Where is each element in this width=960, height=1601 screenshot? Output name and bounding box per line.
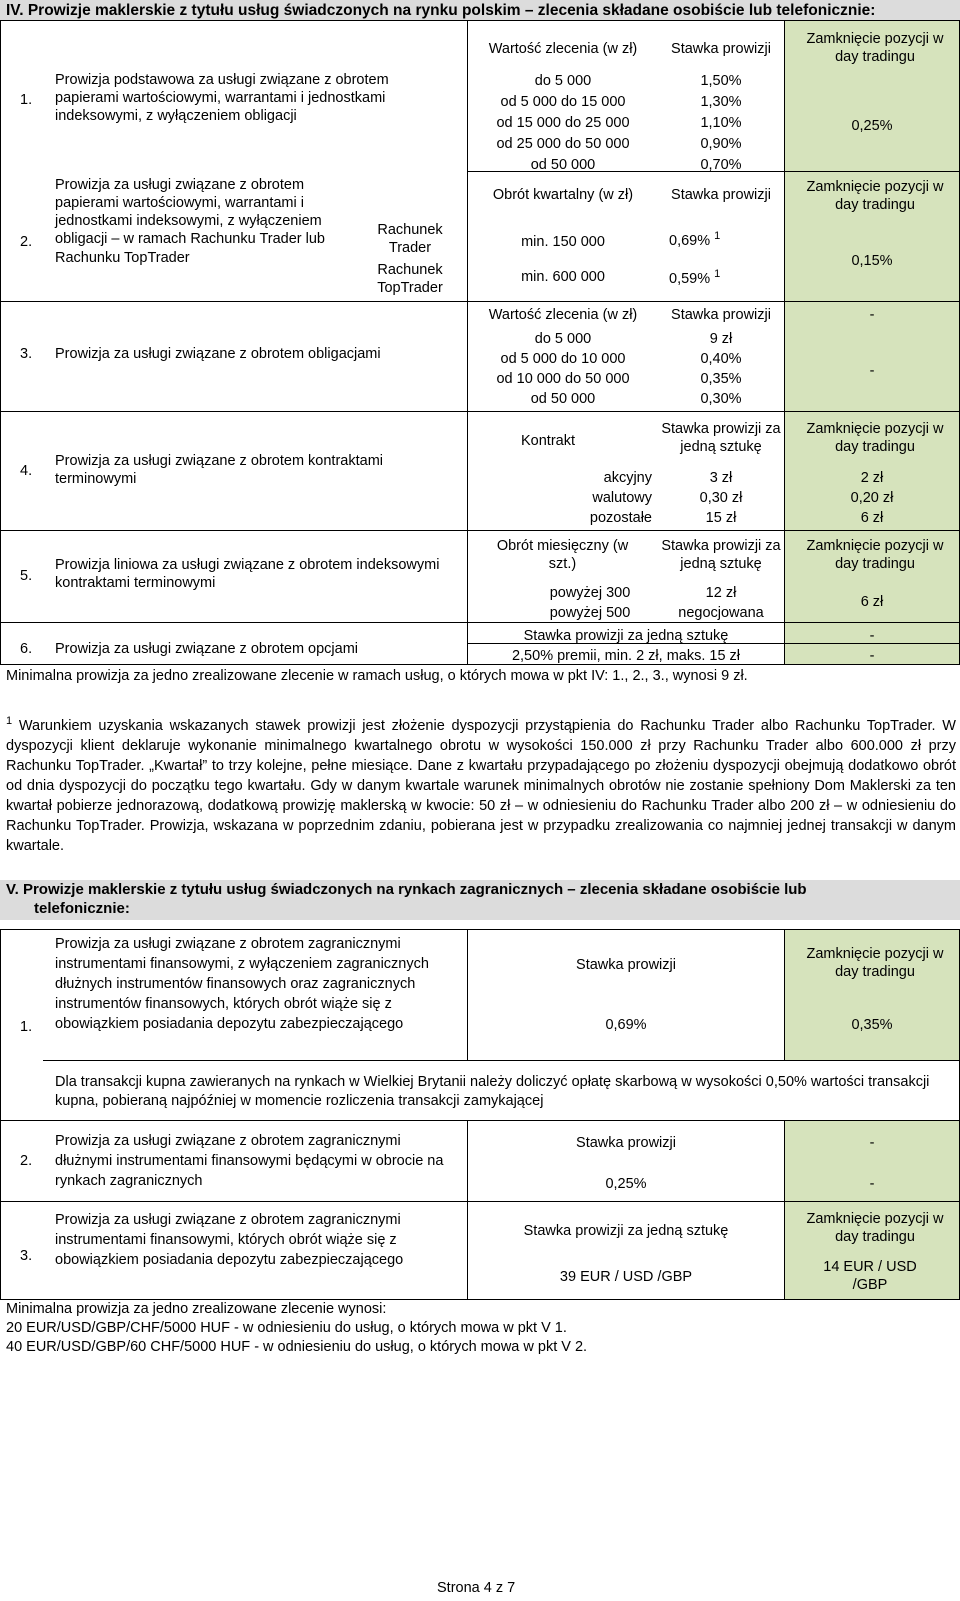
header-rate: Stawka prowizji [671,307,771,323]
header-order-value: Wartość zlecenia (w zł) [488,41,638,57]
turnover-cell: min. 150 000 [521,234,605,250]
row-number: 3. [20,1248,33,1264]
rate-cell: 1,50% [700,73,742,89]
rate-cell: 1,30% [700,94,742,110]
line [0,1201,960,1202]
line [0,530,960,531]
row-description: Prowizja liniowa za usługi związane z obrotem indeksowymi kontraktami terminowymi [55,557,440,592]
footnote-text: Warunkiem uzyskania wskazanych stawek prowizji jest złożenie dyspozycji przystąpienia do Rachunku Trader albo Rachunku TopTrader. W dyspozycji klient deklaruje wykonanie minimalnego kwartalnego obrotu w wysokości 150.000 zł przy Rachunku Trader albo 600.000 zł przy Rachunku TopTrader. „Kwartał” to trzy kolejne, pełne miesiące. Dane z kwartału przypadającego po złożeniu dyspozycji obejmują dodatkowo obrót od dnia dyspozycji do początku tego kwartału. Gdy w danym kwartale warunek minimalnych obrotów nie zostanie spełniony Dom Maklerski za ten kwartał pobierze jednorazową, dodatkową prowizję maklerską w kwocie: 50 zł – w odniesieniu do Rachunku Trader albo 200 zł – w odniesieniu do Rachunku TopTrader. Prowizja, wskazana w poprzednim zdaniu, pobierana jest w przypadku zrealizowania co najmniej jednej transakcji w danym kwartale. [6,718,956,854]
close-value: 0,20 zł [850,490,894,506]
rate-cell: 3 zł [709,470,733,486]
line [0,929,1,1300]
row-number: 6. [20,641,33,657]
rate-cell: 0,69% $^1$ [669,230,721,249]
row-number: 2. [20,1153,33,1169]
header-rate: Stawka prowizji [671,41,771,57]
header-rate-per-unit: Stawka prowizji za jedną sztukę [523,628,729,644]
footnote-marker: 1 [714,230,721,242]
line [43,1060,960,1061]
close-value: 14 EUR / USD /GBP [823,1259,917,1294]
header-close-day-trading: Zamknięcie pozycji w day tradingu [806,31,944,66]
line [0,1120,960,1121]
range-cell: do 5 000 [534,73,592,89]
rate-cell: 0,70% [700,157,742,173]
header-close-day-trading: Zamknięcie pozycji w day tradingu [806,538,944,573]
min-commission-line: 20 EUR/USD/GBP/CHF/5000 HUF - w odniesieniu do usług, o których mowa w pkt V 1. [6,1320,567,1336]
rate-cell: 15 zł [705,510,737,526]
header-rate-per-unit: Stawka prowizji za jedną sztukę [523,1223,729,1239]
row-description: Prowizja za usługi związane z obrotem opcjami [55,641,359,657]
header-close-day-trading: Zamknięcie pozycji w day tradingu [806,421,944,456]
section-v-title-line2: telefonicznie: [34,900,130,917]
header-rate-per-unit: Stawka prowizji za jedną sztukę [661,538,781,573]
range-cell: od 5 000 do 10 000 [500,351,626,367]
close-value: 0,25% [851,118,893,134]
line [784,929,785,1061]
range-cell: od 25 000 do 50 000 [496,136,630,152]
page-number: Strona 4 z 7 [437,1580,516,1596]
section-v-title-line1: V. Prowizje maklerskie z tytułu usług świadczonych na rynkach zagranicznych – zlecenia składane osobiście lub [6,881,807,898]
rate-cell: 12 zł [705,585,737,601]
header-rate: Stawka prowizji [576,957,676,973]
rate-cell: 0,30% [700,391,742,407]
contract-type: akcyjny [603,470,652,486]
row-number: 5. [20,568,33,584]
rate-cell: 0,35% [700,371,742,387]
row-number: 2. [20,234,33,250]
range-cell: od 15 000 do 25 000 [496,115,630,131]
range-cell: od 50 000 [530,157,596,173]
header-close-day-trading: Zamknięcie pozycji w day tradingu [806,179,944,214]
header-close-day-trading: Zamknięcie pozycji w day tradingu [806,1211,944,1246]
min-commission-note: Minimalna prowizja za jedno zrealizowane zlecenie w ramach usług, o których mowa w pkt IV: 1., 2., 3., wynosi 9 zł. [6,668,748,684]
line [0,301,960,302]
range-cell: do 5 000 [534,331,592,347]
rate-cell: 9 zł [709,331,733,347]
line [0,411,960,412]
account-trader: Rachunek Trader [377,222,443,257]
row-description: Prowizja za usługi związane z obrotem zagranicznymi instrumentami finansowymi, z wyłączeniem zagranicznych dłużnych instrumentów finansowych oraz zagranicznych instrumentów finansowych, których obrót wiąże się z obowiązkiem posiadania depozytu zabezpieczającego [55,936,429,1032]
rate-cell: 0,25% [605,1176,647,1192]
level-cell: powyżej 500 [549,605,631,621]
header-rate: Stawka prowizji [671,187,771,203]
close-value: - [869,363,875,379]
close-value: 6 zł [860,510,884,526]
line [0,20,960,21]
close-value: 6 zł [860,594,884,610]
rate-cell: 39 EUR / USD /GBP [559,1269,693,1285]
contract-type: pozostałe [589,510,652,526]
row-description: Prowizja za usługi związane z obrotem obligacjami [55,346,381,362]
header-close: - [869,307,875,323]
footnote-marker: 1 [6,715,13,727]
line [0,929,960,930]
line [467,929,468,1061]
header-monthly-turnover: Obrót miesięczny (w szt.) [496,538,629,573]
turnover-cell: min. 600 000 [521,269,605,285]
row-description: Prowizja podstawowa za usługi związane z obrotem papierami wartościowymi, warrantami i jednostkami indeksowymi, z wyłączeniem obligacji [55,72,389,125]
header-close: - [869,1135,875,1151]
account-toptrader: Rachunek TopTrader [377,262,443,297]
header-close: - [869,628,875,644]
row-number: 1. [20,1019,33,1035]
rate-cell: 2,50% premii, min. 2 zł, maks. 15 zł [511,648,741,664]
footnote [6,716,956,856]
contract-type: walutowy [592,490,652,506]
close-value: 0,15% [851,253,893,269]
rate-cell: 1,10% [700,115,742,131]
row-description: Prowizja za usługi związane z obrotem papierami wartościowymi, warrantami i jednostkami indeksowymi, z wyłączeniem obligacji – w ramach Rachunku Trader lub Rachunku TopTrader [55,177,325,266]
header-close-day-trading: Zamknięcie pozycji w day tradingu [806,946,944,981]
rate-cell: 0,30 zł [699,490,743,506]
min-commission-line: 40 EUR/USD/GBP/60 CHF/5000 HUF - w odniesieniu do usług, o których mowa w pkt V 2. [6,1339,588,1355]
row-number: 1. [20,92,33,108]
header-rate: Stawka prowizji [576,1135,676,1151]
row-description: Prowizja za usługi związane z obrotem zagranicznymi instrumentami finansowymi, których obrót wiąże się z obowiązkiem posiadania depozytu zabezpieczającego [55,1212,404,1268]
row-description: Prowizja za usługi związane z obrotem kontraktami terminowymi [55,453,383,488]
header-quarterly-turnover: Obrót kwartalny (w zł) [492,187,634,203]
rate-cell: 0,69% [605,1017,647,1033]
line [0,20,1,665]
level-cell: powyżej 300 [549,585,631,601]
line [0,622,960,623]
close-value: 2 zł [860,470,884,486]
close-value: - [869,648,875,664]
row-number: 4. [20,463,33,479]
row-description: Prowizja za usługi związane z obrotem zagranicznymi dłużnymi instrumentami finansowymi będącymi w obrocie na rynkach zagranicznych [55,1133,444,1189]
close-value: - [869,1176,875,1192]
rate-cell: negocjowana [678,605,764,621]
close-value: 0,35% [851,1017,893,1033]
rate-cell: 0,59% $^1$ [669,268,721,287]
footnote-marker: 1 [714,268,721,280]
header-rate-per-unit: Stawka prowizji za jedną sztukę [661,421,781,456]
stamp-duty-note: Dla transakcji kupna zawieranych na rynkach w Wielkiej Brytanii należy doliczyć opłatę skarbową w wysokości 0,50% wartości transakcji kupna, pobieraną najpóźniej w momencie rozliczenia transakcji zamykającej [55,1074,930,1109]
range-cell: od 5 000 do 15 000 [500,94,626,110]
rate-cell: 0,90% [700,136,742,152]
section-iv-title: IV. Prowizje maklerskie z tytułu usług świadczonych na rynku polskim – zlecenia składane osobiście lub telefonicznie: [6,2,876,19]
header-contract: Kontrakt [521,433,575,449]
range-cell: od 10 000 do 50 000 [496,371,630,387]
range-cell: od 50 000 [530,391,596,407]
row-number: 3. [20,346,33,362]
min-commission-line: Minimalna prowizja za jedno zrealizowane zlecenie wynosi: [6,1301,387,1317]
header-order-value: Wartość zlecenia (w zł) [488,307,638,323]
rate-cell: 0,40% [700,351,742,367]
